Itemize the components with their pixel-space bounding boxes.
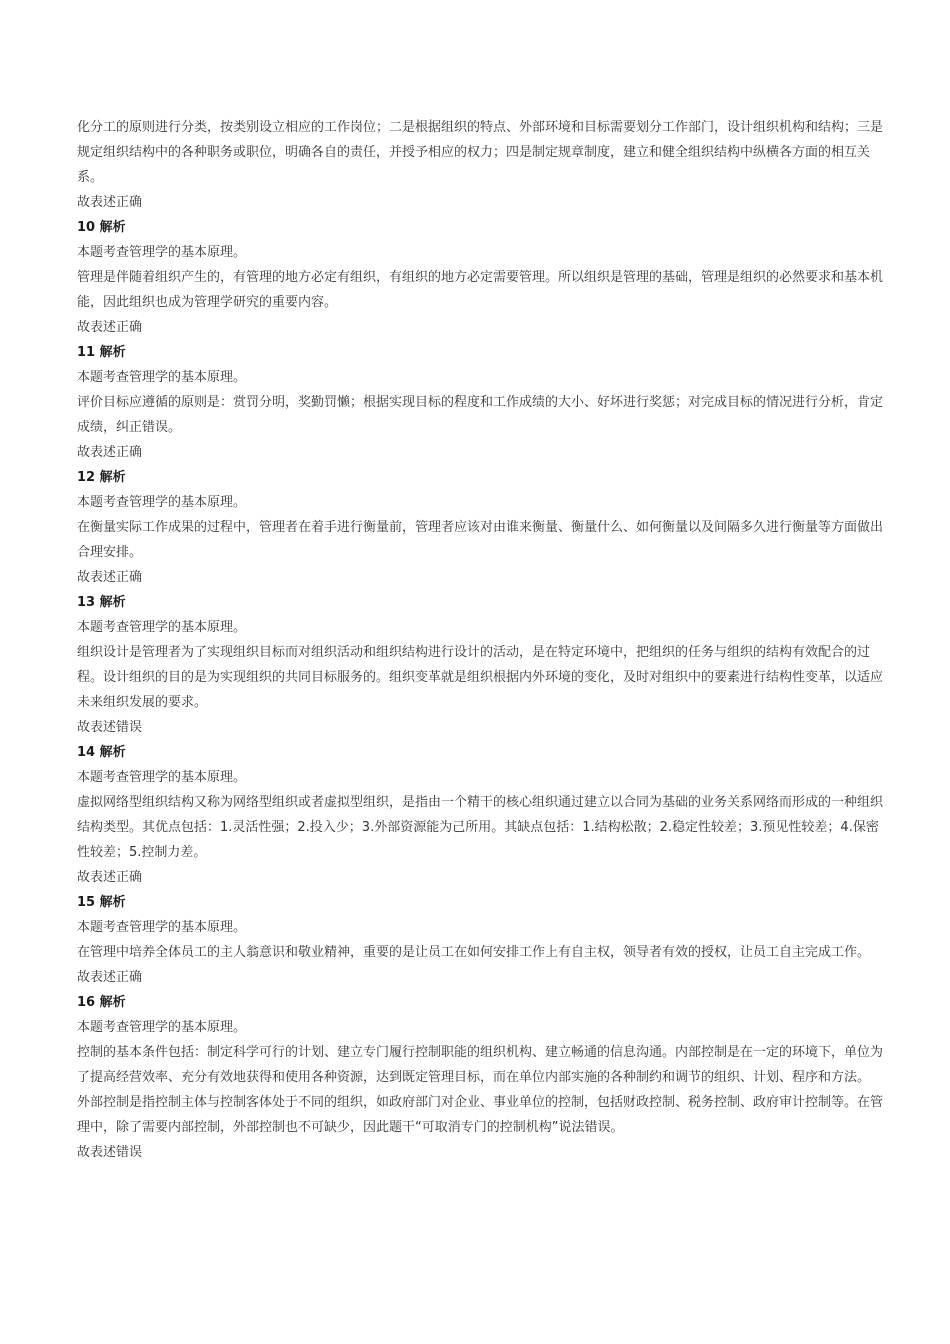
- section-heading: 15 解析: [77, 895, 126, 910]
- section-heading: 11 解析: [77, 345, 126, 360]
- section-conclusion: 故表述错误: [77, 1145, 143, 1160]
- section-conclusion: 故表述正确: [77, 570, 143, 585]
- section-body-continued: 外部控制是指控制主体与控制客体处于不同的组织，如政府部门对企业、事业单位的控制，包括财政控制、税务控制、政府审计控制等。在管理中，除了需要内部控制，外部控制也不可缺少，因此题干“可取消专门的控制机构”说法错误。: [77, 1095, 884, 1135]
- section-conclusion: 故表述正确: [77, 445, 143, 460]
- section-13: [77, 590, 883, 740]
- section-body: 评价目标应遵循的原则是：赏罚分明，奖勤罚懒；根据实现目标的程度和工作成绩的大小、好坏进行奖惩；对完成目标的情况进行分析，肯定成绩，纠正错误。: [77, 395, 884, 435]
- section-heading: 12 解析: [77, 470, 126, 485]
- section-14: [77, 740, 883, 890]
- section-heading: 13 解析: [77, 595, 126, 610]
- section-conclusion: 故表述正确: [77, 870, 143, 885]
- section-body: 在衡量实际工作成果的过程中，管理者在着手进行衡量前，管理者应该对由谁来衡量、衡量什么、如何衡量以及间隔多久进行衡量等方面做出合理安排。: [77, 520, 884, 560]
- section-conclusion: 故表述正确: [77, 320, 143, 335]
- section-topic: 本题考查管理学的基本原理。: [77, 495, 247, 510]
- section-topic: 本题考查管理学的基本原理。: [77, 620, 247, 635]
- section-heading: 16 解析: [77, 995, 126, 1010]
- section-body: 虚拟网络型组织结构又称为网络型组织或者虚拟型组织，是指由一个精干的核心组织通过建立以合同为基础的业务关系网络而形成的一种组织结构类型。其优点包括：1.灵活性强；2.投入少；3.外部资源能为己所用。其缺点包括：1.结构松散；2.稳定性较差；3.预见性较差；4.保密性较差；5.控制力差。: [77, 795, 884, 860]
- section-topic: 本题考查管理学的基本原理。: [77, 920, 247, 935]
- section-body: 组织设计是管理者为了实现组织目标而对组织活动和组织结构进行设计的活动，是在特定环境中，把组织的任务与组织的结构有效配合的过程。设计组织的目的是为实现组织的共同目标服务的。组织变革就是组织根据内外环境的变化，及时对组织中的要素进行结构性变革，以适应未来组织发展的要求。: [77, 645, 884, 710]
- section-heading: 14 解析: [77, 745, 126, 760]
- section-conclusion: 故表述错误: [77, 720, 143, 735]
- section-12: [77, 465, 883, 590]
- section-10: [77, 215, 883, 340]
- section-11: [77, 340, 883, 465]
- section-body: 控制的基本条件包括：制定科学可行的计划、建立专门履行控制职能的组织机构、建立畅通的信息沟通。内部控制是在一定的环境下，单位为了提高经营效率、充分有效地获得和使用各种资源，达到既定管理目标，而在单位内部实施的各种制约和调节的组织、计划、程序和方法。: [77, 1045, 884, 1085]
- section-topic: 本题考查管理学的基本原理。: [77, 370, 247, 385]
- section-body: 管理是伴随着组织产生的，有管理的地方必定有组织，有组织的地方必定需要管理。所以组织是管理的基础，管理是组织的必然要求和基本机能，因此组织也成为管理学研究的重要内容。: [77, 270, 884, 310]
- section-conclusion: 故表述正确: [77, 970, 143, 985]
- intro-conclusion: 故表述正确: [77, 195, 143, 210]
- section-heading: 10 解析: [77, 220, 126, 235]
- section-body: 在管理中培养全体员工的主人翁意识和敬业精神，重要的是让员工在如何安排工作上有自主权，领导者有效的授权，让员工自主完成工作。: [77, 945, 871, 960]
- document-page: [77, 115, 883, 1165]
- intro-paragraph: 化分工的原则进行分类，按类别设立相应的工作岗位；二是根据组织的特点、外部环境和目标需要划分工作部门，设计组织机构和结构；三是规定组织结构中的各种职务或职位，明确各自的责任，并授予相应的权力；四是制定规章制度，建立和健全组织结构中纵横各方面的相互关系。: [77, 120, 884, 185]
- section-topic: 本题考查管理学的基本原理。: [77, 245, 247, 260]
- section-topic: 本题考查管理学的基本原理。: [77, 1020, 247, 1035]
- section-topic: 本题考查管理学的基本原理。: [77, 770, 247, 785]
- section-15: [77, 890, 883, 990]
- section-16: [77, 990, 883, 1165]
